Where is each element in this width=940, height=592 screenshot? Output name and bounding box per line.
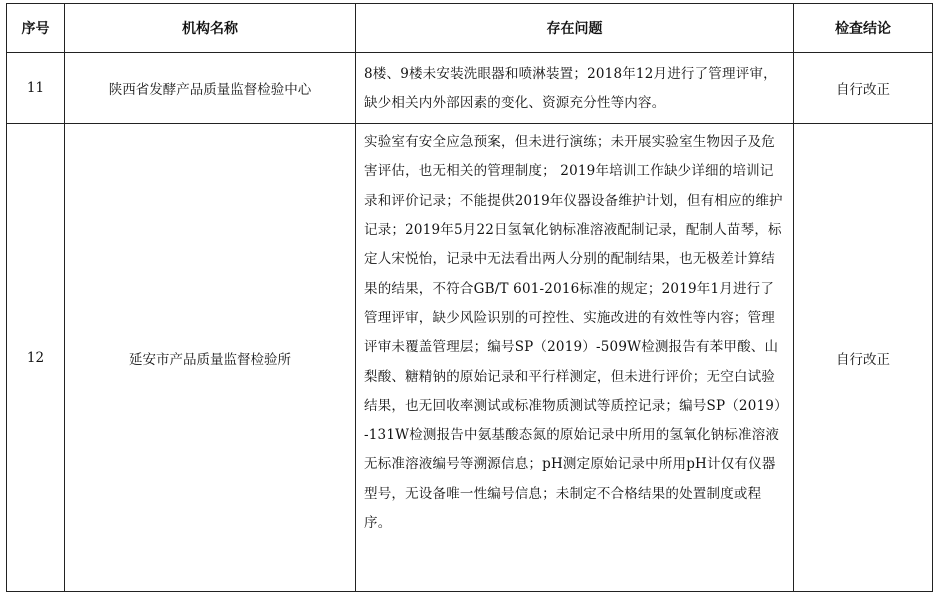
header-conclusion: 检查结论 <box>794 4 933 53</box>
cell-index: 11 <box>7 53 65 124</box>
cell-org-name: 延安市产品质量监督检验所 <box>65 124 356 592</box>
table-header-row <box>7 4 933 53</box>
cell-index: 12 <box>7 124 65 592</box>
header-issues: 存在问题 <box>356 4 794 53</box>
table-row <box>7 124 933 592</box>
cell-org-name: 陕西省发酵产品质量监督检验中心 <box>65 53 356 124</box>
table-row <box>7 53 933 124</box>
header-org-name: 机构名称 <box>65 4 356 53</box>
cell-conclusion: 自行改正 <box>794 124 933 592</box>
cell-issues: 实验室有安全应急预案，但未进行演练；未开展实验室生物因子及危害评估，也无相关的管理制度； 2019年培训工作缺少详细的培训记录和评价记录；不能提供2019年仪器设备维护计划，但有相应的维护记录；2019年5月22日氢氧化钠标准溶液配制记录，配制人苗琴，标定人宋悦怡，记录中无法看出两人分别的配制结果，也无极差计算结果的结果，不符合GB/T 601-2016标准的规定；2019年1月进行了管理评审，缺少风险识别的可控性、实施改进的有效性等内容；管理评审未覆盖管理层；编号SP（2019）-509W检测报告有苯甲酸、山梨酸、糖精钠的原始记录和平行样测定，但未进行评价；无空白试验结果，也无回收率测试或标准物质测试等质控记录；编号SP（2019）-131W检测报告中氨基酸态氮的原始记录中所用的氢氧化钠标准溶液无标准溶液编号等溯源信息；pH测定原始记录中所用pH计仅有仪器型号，无设备唯一性编号信息；未制定不合格结果的处置制度或程序。 <box>356 124 794 592</box>
cell-conclusion: 自行改正 <box>794 53 933 124</box>
inspection-results-table <box>6 3 933 592</box>
cell-issues: 8楼、9楼未安装洗眼器和喷淋装置；2018年12月进行了管理评审，缺少相关内外部因素的变化、资源充分性等内容。 <box>356 53 794 124</box>
header-index: 序号 <box>7 4 65 53</box>
